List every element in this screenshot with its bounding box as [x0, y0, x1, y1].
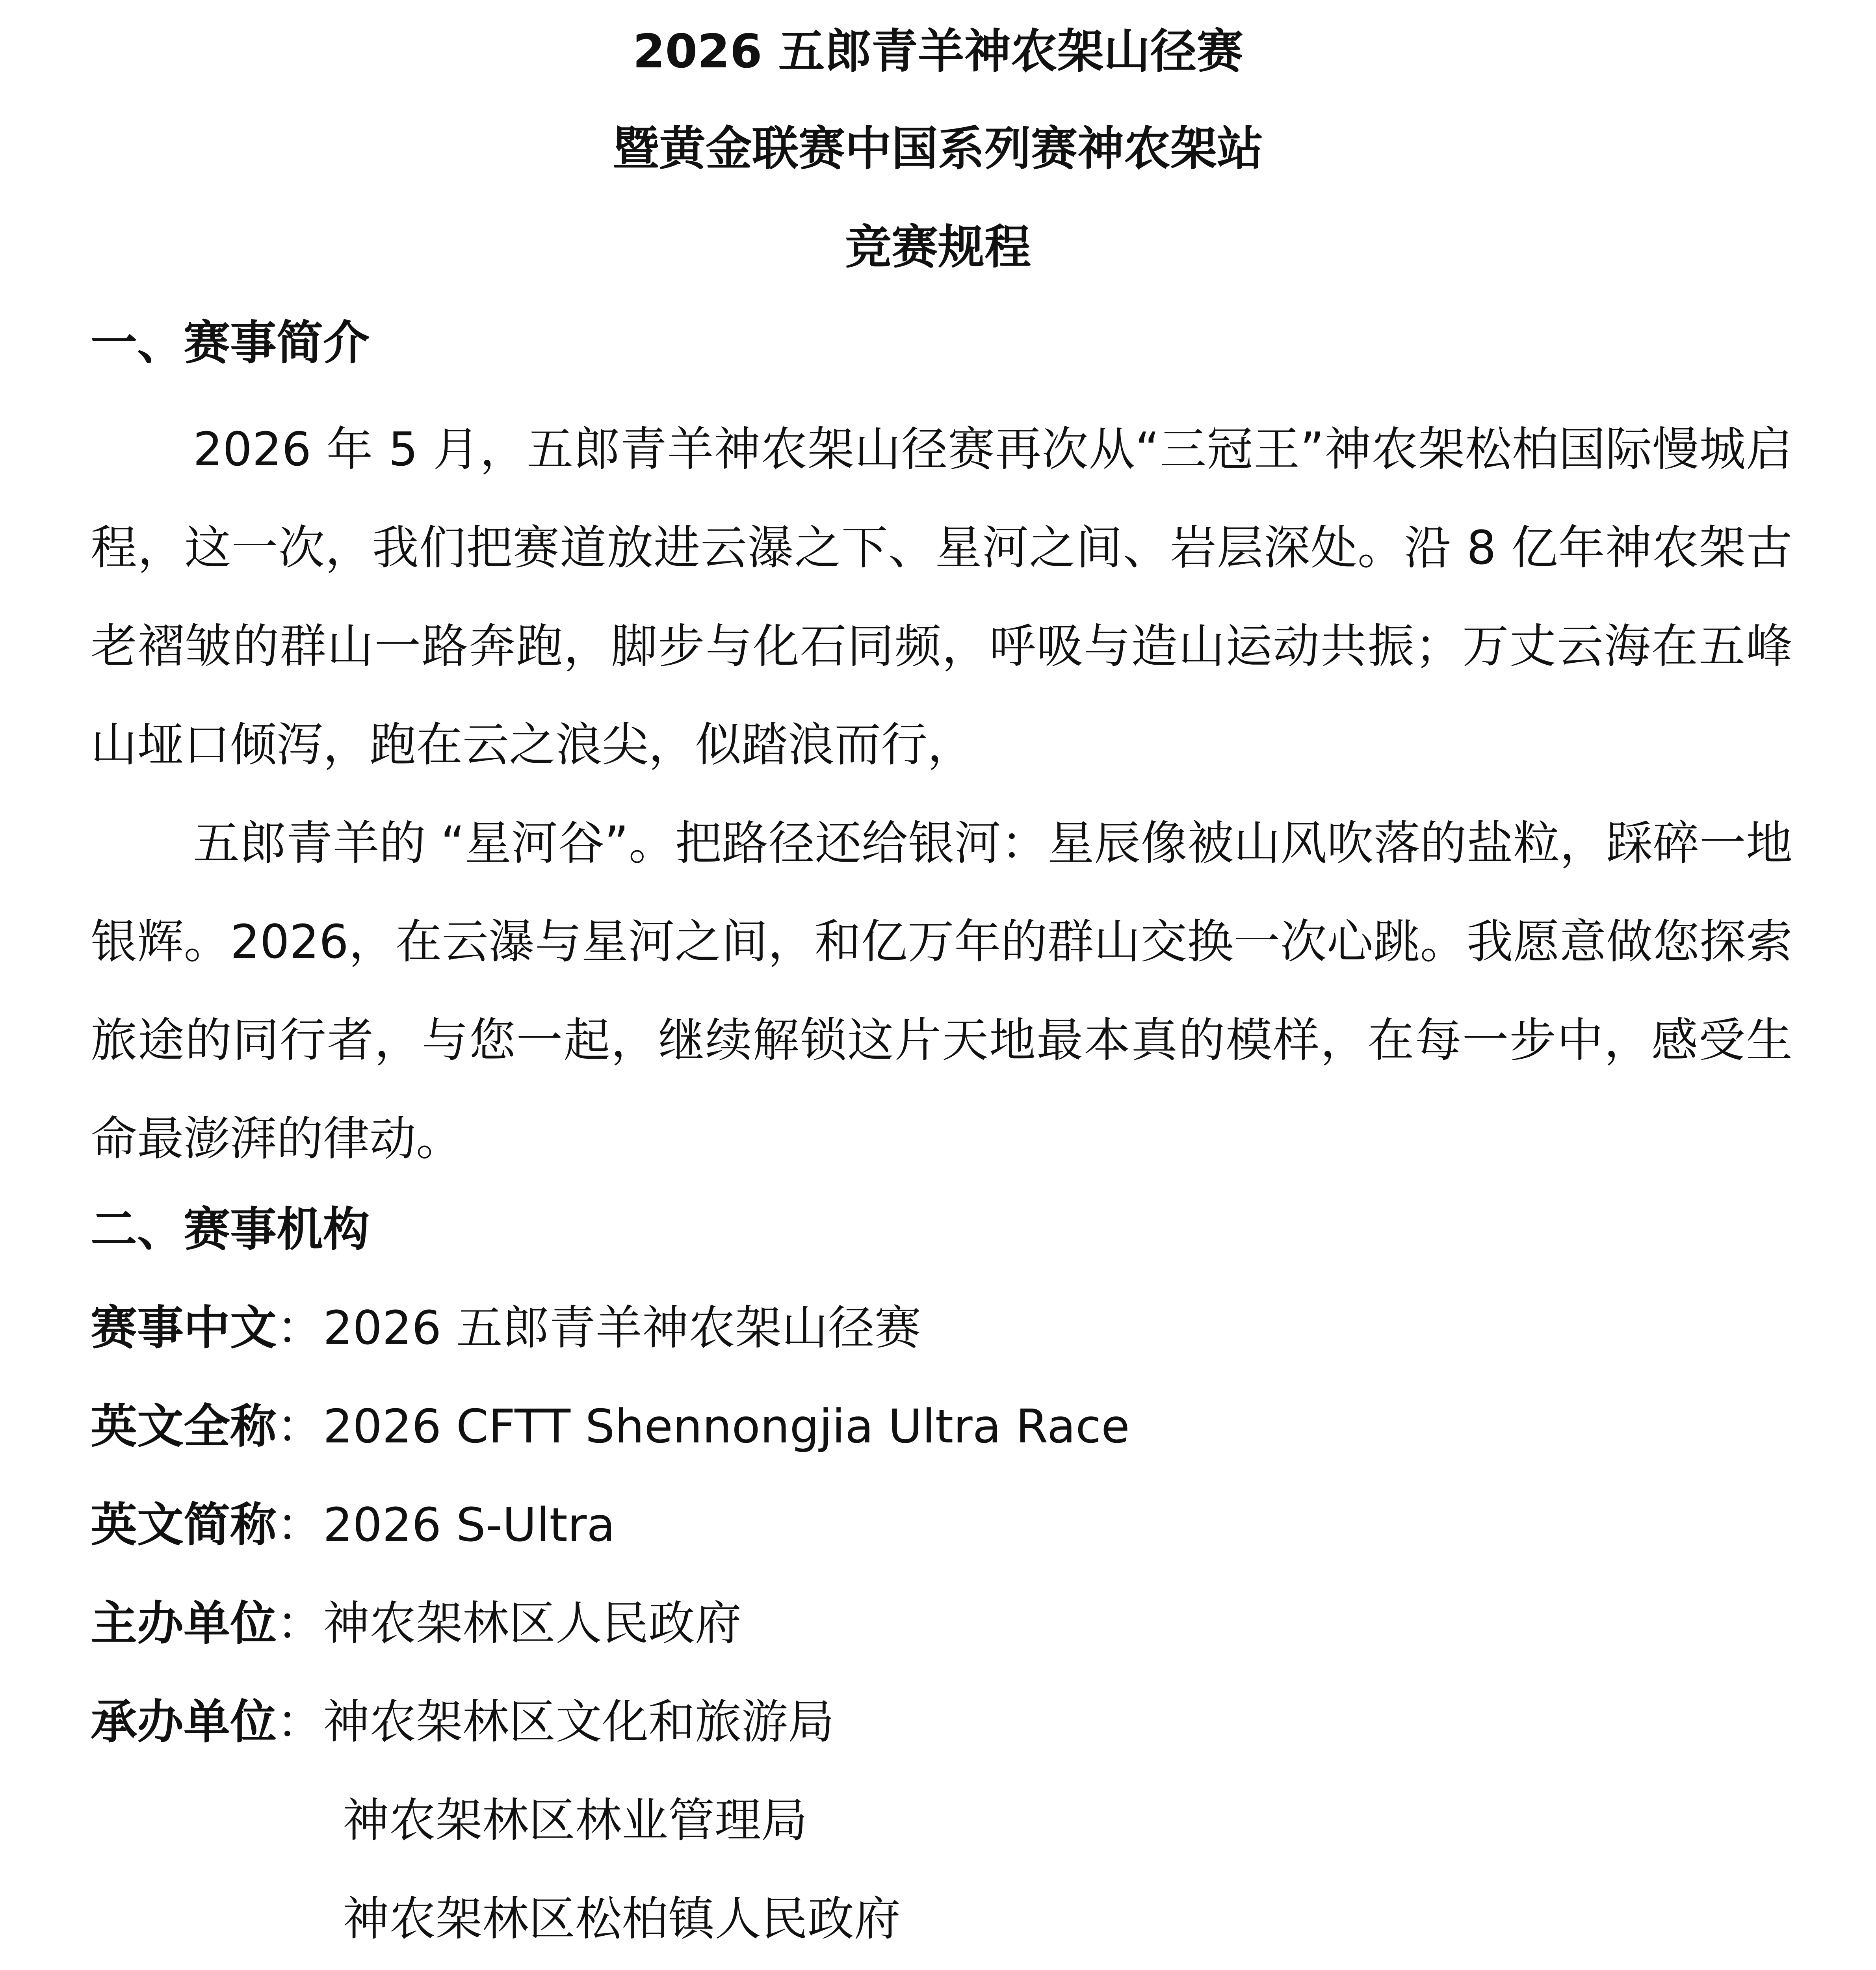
section-heading-intro: 一、赛事简介	[91, 316, 370, 370]
row-chinese-name	[91, 1298, 921, 1357]
separator: ：	[277, 1596, 323, 1650]
separator: ：	[277, 1695, 323, 1749]
intro-paragraph-1: 2026 年 5 月，五郎青羊神农架山径赛再次从“三冠王”神农架松柏国际慢城启程，这一次，我们把赛道放进云瀑之下、星河之间、岩层深处。沿 8 亿年神农架古老褶皱的群山一路奔跑，脚步与化石同频，呼吸与造山运动共振；万丈云海在五峰山垭口倾泻，跑在云之浪尖，似踏浪而行，	[91, 422, 1792, 772]
section-heading-organization: 二、赛事机构	[91, 1202, 370, 1256]
value-organizer-3: 神农架林区松柏镇人民政府	[343, 1892, 901, 1946]
label-english-full-name: 英文全称	[91, 1399, 277, 1453]
doc-title-line-3: 竞赛规程	[845, 220, 1031, 274]
label-english-short-name: 英文简称	[91, 1498, 277, 1552]
separator: ：	[277, 1498, 323, 1552]
label-organizer: 承办单位	[91, 1695, 277, 1749]
separator: ：	[277, 1301, 323, 1355]
separator: ：	[277, 1399, 323, 1453]
row-english-full-name	[91, 1397, 1130, 1456]
doc-title-line-2: 暨黄金联赛中国系列赛神农架站	[612, 121, 1263, 176]
doc-title-line-1: 2026 五郎青羊神农架山径赛	[633, 24, 1243, 78]
value-organizer-1: 神农架林区文化和旅游局	[323, 1695, 835, 1749]
value-english-full-name: 2026 CFTT Shennongjia Ultra Race	[323, 1399, 1130, 1453]
value-host: 神农架林区人民政府	[323, 1596, 742, 1650]
intro-paragraph-2: 五郎青羊的 “星河谷”。把路径还给银河：星辰像被山风吹落的盐粒，踩碎一地银辉。2026，在云瀑与星河之间，和亿万年的群山交换一次心跳。我愿意做您探索旅途的同行者，与您一起，继续解锁这片天地最本真的模样，在每一步中，感受生命最澎湃的律动。	[91, 816, 1792, 1166]
row-organizer	[91, 1692, 834, 1751]
row-host	[91, 1594, 741, 1653]
value-organizer-2: 神农架林区林业管理局	[343, 1793, 808, 1847]
value-english-short-name: 2026 S-Ultra	[323, 1498, 615, 1552]
value-chinese-name: 2026 五郎青羊神农架山径赛	[323, 1301, 921, 1355]
row-english-short-name	[91, 1495, 615, 1554]
label-chinese-name: 赛事中文	[91, 1301, 277, 1355]
label-host: 主办单位	[91, 1596, 277, 1650]
